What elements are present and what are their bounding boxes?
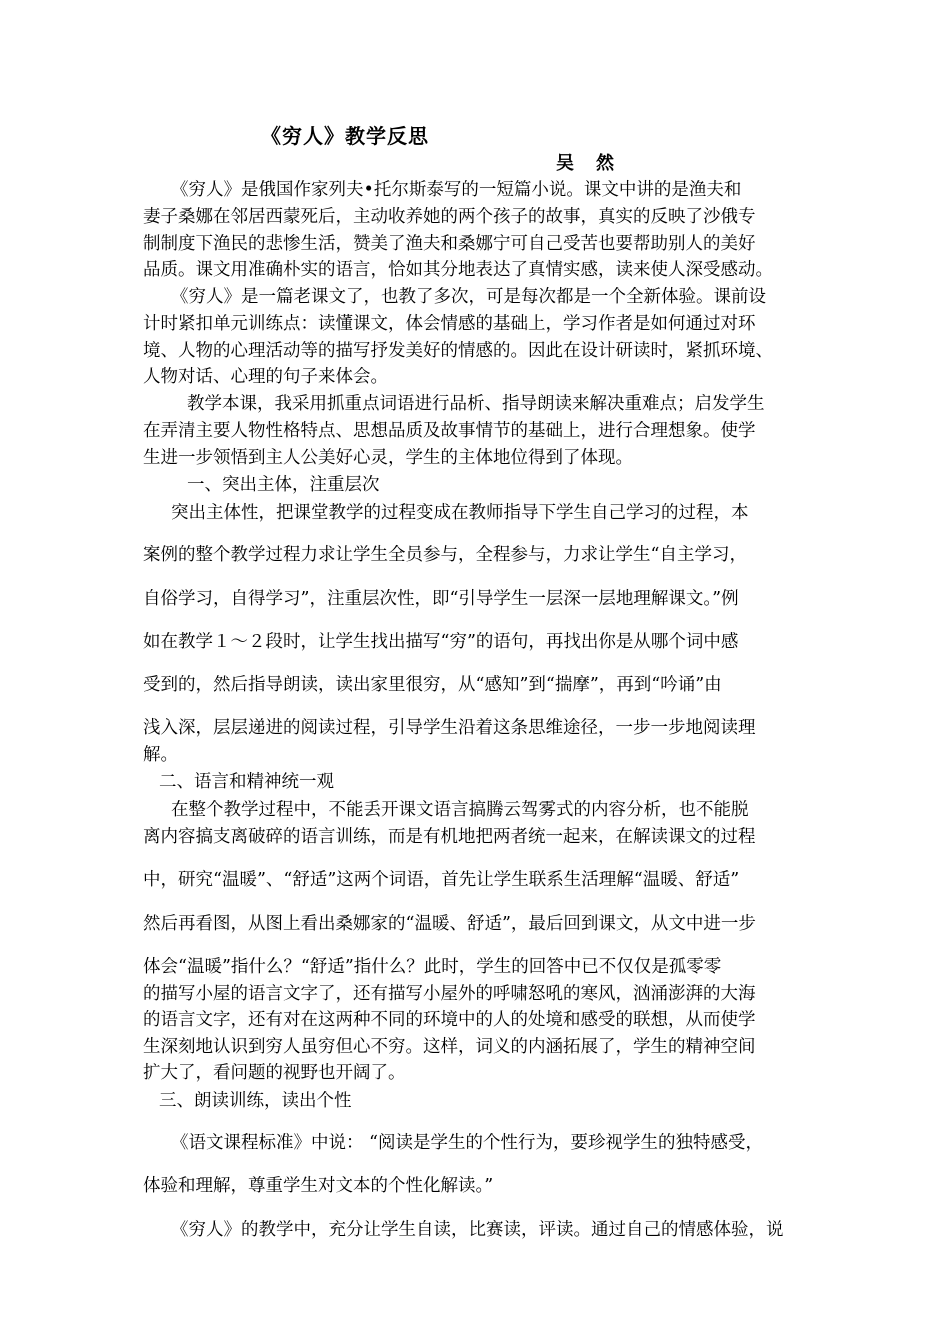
body-line: 妻子桑娜在邻居西蒙死后，主动收养她的两个孩子的故事，真实的反映了沙俄专 [143, 207, 756, 227]
body-line: 在整个教学过程中，不能丢开课文语言搞腾云驾雾式的内容分析，也不能脱 [171, 800, 749, 820]
body-line: 自俗学习，自得学习”，注重层次性，即“引导学生一层深一层地理解课文。”例 [143, 589, 739, 609]
body-line: 教学本课，我采用抓重点词语进行品析、指导朗读来解决重难点；启发学生 [187, 394, 765, 414]
section-heading-3: 三、朗读训练，读出个性 [159, 1091, 352, 1111]
body-line: 体验和理解，尊重学生对文本的个性化解读。” [143, 1176, 494, 1196]
body-line: 在弄清主要人物性格特点、思想品质及故事情节的基础上，进行合理想象。使学 [143, 421, 756, 441]
body-line: 突出主体性，把课堂教学的过程变成在教师指导下学生自己学习的过程，本 [171, 503, 749, 523]
body-line: 《穷人》是俄国作家列夫•托尔斯泰写的一短篇小说。课文中讲的是渔夫和 [171, 180, 742, 200]
body-line: 生进一步领悟到主人公美好心灵，学生的主体地位得到了体现。 [143, 448, 633, 468]
body-line: 浅入深，层层递进的阅读过程，引导学生沿着这条思维途径，一步一步地阅读理 [143, 718, 756, 738]
body-line: 然后再看图，从图上看出桑娜家的“温暖、舒适”，最后回到课文，从文中进一步 [143, 914, 756, 934]
body-line: 解。 [143, 745, 178, 765]
body-line: 的描写小屋的语言文字了，还有描写小屋外的呼啸怒吼的寒风，汹涌澎湃的大海 [143, 984, 756, 1004]
body-line: 品质。课文用准确朴实的语言，恰如其分地表达了真情实感，读来使人深受感动。 [143, 260, 773, 280]
body-line: 《语文课程标准》中说： “阅读是学生的个性行为，要珍视学生的独特感受， [171, 1133, 764, 1153]
body-line: 《穷人》是一篇老课文了，也教了多次，可是每次都是一个全新体验。课前设 [171, 287, 766, 307]
body-line: 制制度下渔民的悲惨生活，赞美了渔夫和桑娜宁可自己受苦也要帮助别人的美好 [143, 234, 756, 254]
body-line: 离内容搞支离破碎的语言训练，而是有机地把两者统一起来，在解读课文的过程 [143, 827, 756, 847]
body-line: 的语言文字，还有对在这两种不同的环境中的人的处境和感受的联想，从而使学 [143, 1010, 756, 1030]
section-heading-2: 二、语言和精神统一观 [159, 772, 334, 792]
body-line: 生深刻地认识到穷人虽穷但心不穷。这样，词义的内涵拓展了，学生的精神空间 [143, 1037, 756, 1057]
body-line: 计时紧扣单元训练点：读懂课文，体会情感的基础上，学习作者是如何通过对环 [143, 314, 756, 334]
author-name: 吴然 [556, 153, 636, 174]
body-line: 体会“温暖”指什么？“舒适”指什么？此时，学生的回答中已不仅仅是孤零零 [143, 957, 722, 977]
body-line: 境、人物的心理活动等的描写抒发美好的情感的。因此在设计研读时，紧抓环境、 [143, 341, 773, 361]
body-line: 受到的，然后指导朗读，读出家里很穷，从“感知”到“揣摩”，再到“吟诵”由 [143, 675, 722, 695]
section-heading-1: 一、突出主体，注重层次 [187, 475, 380, 495]
body-line: 《穷人》的教学中，充分让学生自读，比赛读，评读。通过自己的情感体验，说 [171, 1220, 784, 1240]
body-line: 中，研究“温暖”、“舒适”这两个词语，首先让学生联系生活理解“温暖、舒适” [143, 870, 740, 890]
body-line: 人物对话、心理的句子来体会。 [143, 367, 388, 387]
body-line: 扩大了，看问题的视野也开阔了。 [143, 1063, 406, 1083]
body-line: 案例的整个教学过程力求让学生全员参与，全程参与，力求让学生“自主学习， [143, 545, 747, 565]
document-title: 《穷人》教学反思 [261, 124, 429, 148]
body-line: 如在教学１～２段时，让学生找出描写“穷”的语句，再找出你是从哪个词中感 [143, 632, 739, 652]
